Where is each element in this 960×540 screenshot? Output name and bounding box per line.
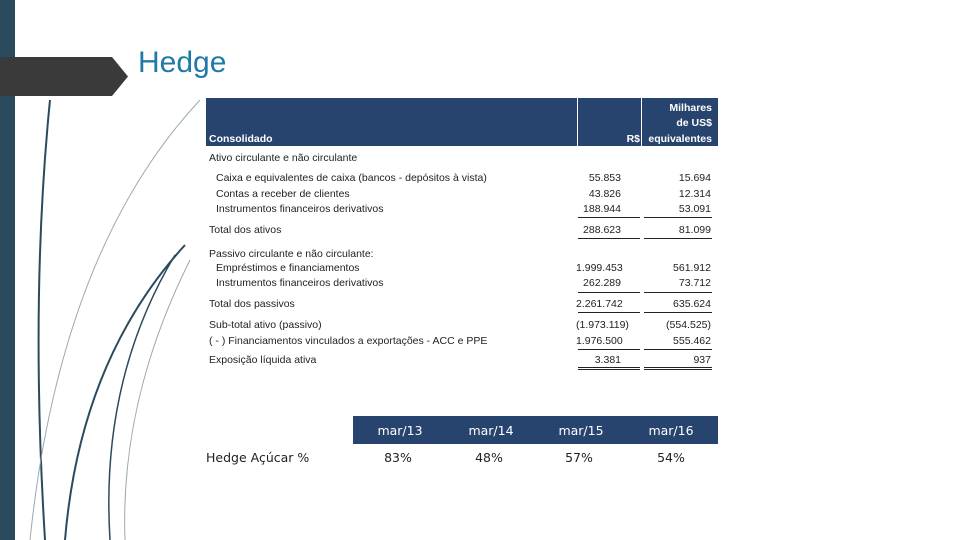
row-value-rs: 262.289 (583, 277, 621, 289)
hedge-period: mar/16 (648, 423, 694, 438)
row-label: Instrumentos financeiros derivativos (216, 203, 384, 215)
table-row (206, 298, 718, 312)
financial-table (206, 98, 718, 372)
row-value-rs: (1.973.119) (576, 319, 629, 331)
table-row (206, 319, 718, 333)
hedge-value: 54% (657, 450, 685, 465)
slide-title: Hedge (138, 46, 227, 79)
row-label: Passivo circulante e não circulante: (209, 248, 374, 260)
row-label: Total dos ativos (209, 224, 282, 236)
subtotal-rule (578, 292, 640, 293)
subtotal-rule (578, 349, 640, 350)
table-row (206, 224, 718, 238)
row-label: Sub-total ativo (passivo) (209, 319, 322, 331)
row-value-usd: 12.314 (678, 188, 711, 200)
total-rule (578, 312, 640, 313)
table-row (206, 354, 718, 368)
header-col-usd-line3: equivalentes (648, 133, 712, 145)
row-label: Caixa e equivalentes de caixa (bancos - depósitos à vista) (216, 172, 487, 184)
hedge-value: 57% (565, 450, 593, 465)
table-row (206, 262, 718, 276)
table-row (206, 188, 718, 202)
total-rule (644, 312, 712, 313)
hedge-periods-header (353, 416, 718, 444)
row-value-usd: 555.462 (673, 335, 711, 347)
row-value-rs: 2.261.742 (576, 298, 623, 310)
row-label: Contas a receber de clientes (216, 188, 350, 200)
grand-total-double-rule (644, 367, 712, 370)
row-value-usd: 53.091 (678, 203, 711, 215)
row-value-usd: 635.624 (673, 298, 711, 310)
title-tab-shape (0, 57, 128, 96)
hedge-value: 83% (384, 450, 412, 465)
row-value-usd: (554.525) (666, 319, 711, 331)
subtotal-rule (578, 217, 640, 218)
row-value-rs: 55.853 (588, 172, 621, 184)
row-value-usd: 937 (693, 354, 711, 366)
header-col-usd-line1: Milhares (669, 102, 712, 114)
row-value-rs: 1.976.500 (576, 335, 623, 347)
hedge-period: mar/15 (558, 423, 604, 438)
row-label: Exposição líquida ativa (209, 354, 317, 366)
total-rule (644, 238, 712, 239)
row-value-usd: 73.712 (678, 277, 711, 289)
table-row (206, 248, 718, 262)
header-col-rs: R$ (626, 133, 640, 145)
row-value-rs: 43.826 (588, 188, 621, 200)
grand-total-double-rule (578, 367, 640, 370)
table-row (206, 172, 718, 186)
subtotal-rule (644, 217, 712, 218)
table-row (206, 203, 718, 217)
row-label: Total dos passivos (209, 298, 295, 310)
row-value-usd: 15.694 (678, 172, 711, 184)
row-value-rs: 188.944 (583, 203, 621, 215)
row-value-rs: 3.381 (594, 354, 621, 366)
row-label: ( - ) Financiamentos vinculados a exportações - ACC e PPE (209, 335, 488, 347)
table-row (206, 152, 718, 166)
header-col-usd-line2: de US$ (676, 117, 712, 129)
row-label: Ativo circulante e não circulante (209, 152, 358, 164)
hedge-row-label: Hedge Açúcar % (206, 450, 310, 465)
hedge-period: mar/13 (377, 423, 423, 438)
row-label: Instrumentos financeiros derivativos (216, 277, 384, 289)
hedge-period: mar/14 (468, 423, 514, 438)
hedge-value: 48% (475, 450, 503, 465)
subtotal-rule (644, 349, 712, 350)
header-consolidado: Consolidado (209, 133, 273, 145)
row-label: Empréstimos e financiamentos (216, 262, 360, 274)
row-value-rs: 1.999.453 (576, 262, 623, 274)
row-value-usd: 81.099 (678, 224, 711, 236)
subtotal-rule (644, 292, 712, 293)
table-header (206, 98, 718, 146)
row-value-rs: 288.623 (583, 224, 621, 236)
table-row (206, 277, 718, 291)
table-row (206, 335, 718, 349)
row-value-usd: 561.912 (673, 262, 711, 274)
total-rule (578, 238, 640, 239)
